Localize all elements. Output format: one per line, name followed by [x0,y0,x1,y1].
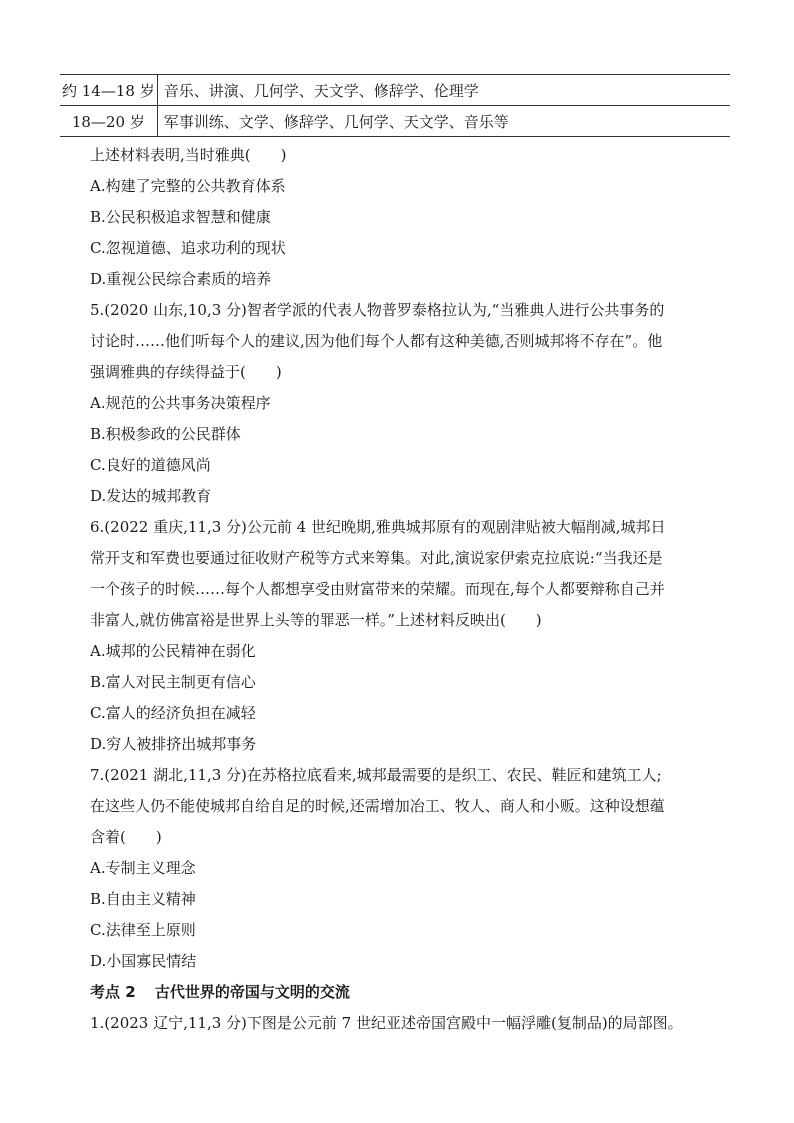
q7-option-a: A.专制主义理念 [90,859,196,877]
age-cell: 约 14—18 岁 [60,75,157,106]
q5-text-line: 5.(2020 山东,10,3 分)智者学派的代表人物普罗泰格拉认为,“当雅典人进行公共事务的 [90,301,665,319]
q4-option-c: C.忽视道德、追求功利的现状 [90,239,286,257]
q7-option-c: C.法律至上原则 [90,921,196,939]
q7-text-line: 在这些人仍不能使城邦自给自足的时候,还需增加冶工、牧人、商人和小贩。这种设想蕴 [90,797,665,815]
q5-option-c: C.良好的道德风尚 [90,456,211,474]
q6-text-line: 非富人,就仿佛富裕是世界上头等的罪恶一样。”上述材料反映出( ) [90,611,542,629]
subjects-cell: 军事训练、文学、修辞学、几何学、天文学、音乐等 [157,106,730,137]
q6-text-line: 一个孩子的时候……每个人都想享受由财富带来的荣耀。而现在,每个人都要辩称自己并 [90,580,665,598]
q5-text-line: 讨论时……他们听每个人的建议,因为他们每个人都有这种美德,否则城邦将不存在”。他 [90,332,663,350]
q6-option-b: B.富人对民主制更有信心 [90,673,256,691]
q6-option-d: D.穷人被排挤出城邦事务 [90,735,257,753]
age-cell: 18—20 岁 [60,106,157,137]
q7-text-line: 7.(2021 湖北,11,3 分)在苏格拉底看来,城邦最需要的是织工、农民、鞋匠和建筑工人; [90,766,662,784]
q4-stem: 上述材料表明,当时雅典( ) [90,146,287,164]
q4-option-b: B.公民积极追求智慧和健康 [90,208,271,226]
q7-option-b: B.自由主义精神 [90,890,196,908]
q5-option-d: D.发达的城邦教育 [90,487,212,505]
q6-text-line: 常开支和军费也要通过征收财产税等方式来筹集。对此,演说家伊索克拉底说:“当我还是 [90,549,663,567]
table-row [60,75,730,106]
q7-text-line: 含着( ) [90,828,162,846]
q5-option-b: B.积极参政的公民群体 [90,425,241,443]
question-content [90,140,712,1039]
section-label: 考点 2 [90,983,136,1001]
q7-option-d: D.小国寡民情结 [90,952,197,970]
section-heading [90,977,712,1008]
q6-text-line: 6.(2022 重庆,11,3 分)公元前 4 世纪晚期,雅典城邦原有的观剧津贴被大幅削减,城邦日 [90,518,666,536]
section-title: 古代世界的帝国与文明的交流 [154,983,350,1001]
table-row [60,106,730,137]
q4-option-d: D.重视公民综合素质的培养 [90,270,272,288]
q5-option-a: A.规范的公共事务决策程序 [90,394,271,412]
subjects-cell: 音乐、讲演、几何学、天文学、修辞学、伦理学 [157,75,730,106]
q5-text-line: 强调雅典的存续得益于( ) [90,363,282,381]
q4-option-a: A.构建了完整的公共教育体系 [90,177,286,195]
s2q1-text-line: 1.(2023 辽宁,11,3 分)下图是公元前 7 世纪亚述帝国宫殿中一幅浮雕(复制品)的局部图。 [90,1014,683,1032]
q6-option-a: A.城邦的公民精神在弱化 [90,642,256,660]
q6-option-c: C.富人的经济负担在减轻 [90,704,256,722]
education-table [60,74,730,137]
